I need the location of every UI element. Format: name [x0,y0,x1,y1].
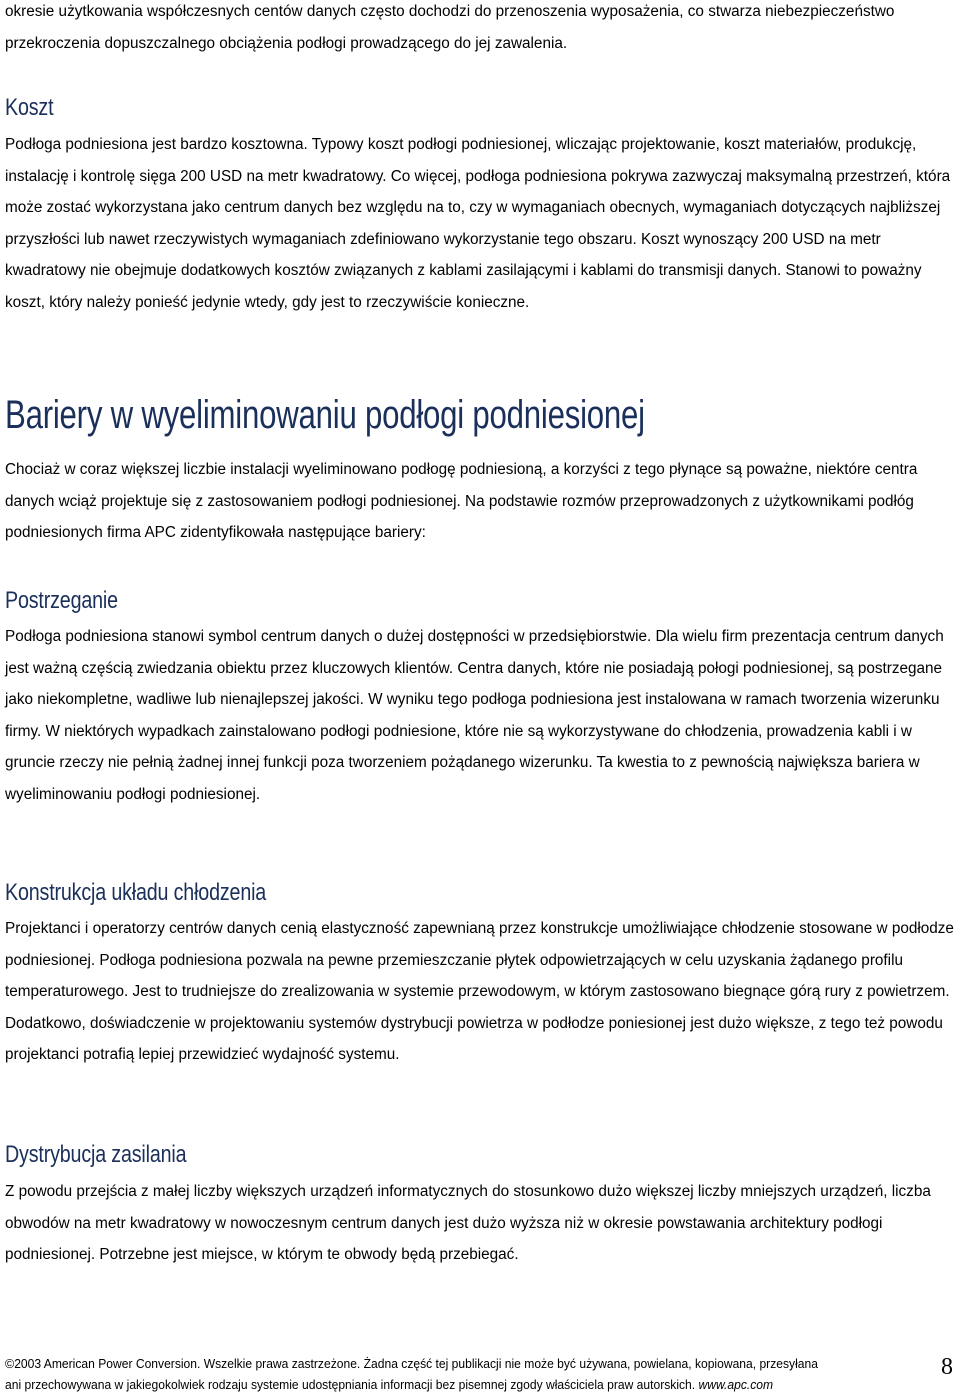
section-heading-postrzeganie: Postrzeganie [5,587,118,614]
footer-line-2-text: ani przechowywana w jakiegokolwiek rodzaju systemie udostępniania informacji bez pisemnej zgody właściciela praw autorskich. [5,1378,696,1392]
section-body-konstrukcja: Projektanci i operatorzy centrów danych cenią elastyczność zapewnianą przez konstrukcje umożliwiające chłodzenie stosowane w podłodze podniesionej. Podłoga podniesiona pozwala na pewne przemieszczanie płytek odpowietrzających w celu uzyskania żądanego profilu temperaturowego. Jest to trudniejsze do zrealizowania w systemie przewodowym, w którym zastosowano biegnące górą rury z powietrzem. Dodatkowo, doświadczenie w projektowaniu systemów dystrybucji powietrza w podłodze poniesionej jest dużo większe, z tego też powodu projektanci potrafią lepiej przewidzieć wydajność systemu. [5,920,954,1063]
footer-line-1-text: 2003 American Power Conversion. Wszelkie prawa zastrzeżone. Żadna część tej publikacji nie może być używana, powielana, kopiowana, przesyłana [14,1357,818,1371]
section-body-dystrybucja: Z powodu przejścia z małej liczby większych urządzeń informatycznych do stosunkowo dużo większej liczby mniejszych urządzeń, liczba obwodów na metr kwadratowy w nowoczesnym centrum danych jest dużo wyższa niż w okresie powstawania architektury podłogi podniesionej. Potrzebne jest miejsce, w którym te obwody będą przebiegać. [5,1183,931,1263]
chapter-heading-bariery: Bariery w wyeliminowaniu podłogi podniesionej [5,393,645,437]
section-heading-dystrybucja: Dystrybucja zasilania [5,1141,187,1168]
footer-line-1 [5,1353,888,1375]
section-body-postrzeganie: Podłoga podniesiona stanowi symbol centrum danych o dużej dostępności w przedsiębiorstwie. Dla wielu firm prezentacja centrum danych jest ważną częścią zwiedzania obiektu przez kluczowych klientów. Centra danych, które nie posiadają połogi podniesionej, są postrzegane jako niekompletne, wadliwe lub nienajlepszej jakości. W wyniku tego podłoga podniesiona jest instalowana w ramach tworzenia wizerunku firmy. W niektórych wypadkach zainstalowano podłogi podniesione, które nie są wykorzystywane do chłodzenia, prowadzenia kabli i w gruncie rzeczy nie pełnią żadnej innej funkcji poza tworzeniem pożądanego wizerunku. Ta kwestia to z pewnością największa bariera w wyeliminowaniu podłogi podniesionej. [5,628,944,803]
footer-line-2 [5,1375,888,1396]
section-heading-konstrukcja: Konstrukcja układu chłodzenia [5,879,267,906]
copyright-icon: © [5,1356,15,1371]
section-body-bariery: Chociaż w coraz większej liczbie instalacji wyeliminowano podłogę podniesioną, a korzyści z tego płynące są poważne, niektóre centra danych wciąż projektuje się z zastosowaniem podłogi podniesionej. Na podstawie rozmów przeprowadzonych z użytkownikami podłóg podniesionych firma APC zidentyfikowała następujące bariery: [5,461,918,541]
footer-copyright [5,1353,888,1396]
page-number: 8 [941,1354,953,1380]
footer-website-link[interactable]: www.apc.com [698,1378,774,1392]
section-heading-koszt: Koszt [5,94,54,121]
section-body-koszt: Podłoga podniesiona jest bardzo kosztowna. Typowy koszt podłogi podniesionej, wliczając projektowanie, koszt materiałów, produkcję, instalację i kontrolę sięga 200 USD na metr kwadratowy. Co więcej, podłoga podniesiona pokrywa zazwyczaj maksymalną przestrzeń, która może zostać wykorzystana jako centrum danych bez względu na to, czy w wymaganiach obecnych, wymaganiach dotyczących najbliższej przyszłości lub nawet rzeczywistych wymaganiach zdefiniowano wykorzystanie tego obszaru. Koszt wynoszący 200 USD na metr kwadratowy nie obejmuje dodatkowych kosztów związanych z kablami zasilającymi i kablami do transmisji danych. Stanowi to poważny koszt, który należy ponieść jedynie wtedy, gdy jest to rzeczywiście konieczne. [5,136,951,311]
intro-paragraph: okresie użytkowania współczesnych centów danych często dochodzi do przenoszenia wyposażenia, co stwarza niebezpieczeństwo przekroczenia dopuszczalnego obciążenia podłogi prowadzącego do jej zawalenia. [5,3,895,52]
